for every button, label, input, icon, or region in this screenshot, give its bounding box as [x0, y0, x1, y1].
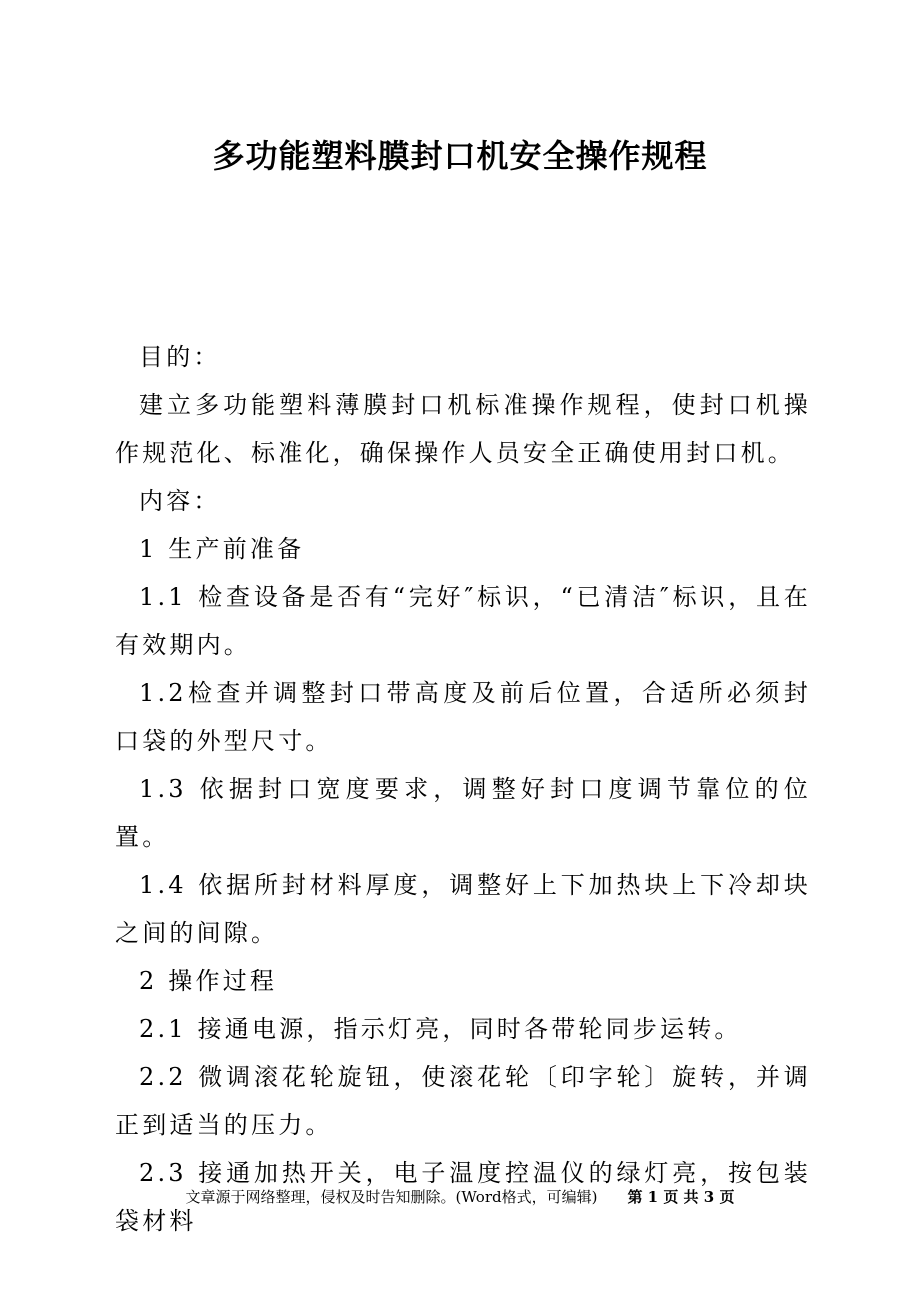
paragraph-1-1: 1.1 检查设备是否有“完好″标识，“已清洁″标识，且在有效期内。 — [115, 583, 811, 659]
paragraph-section-2: 2 操作过程 — [139, 967, 278, 995]
paragraph-purpose-heading: 目的： — [139, 343, 221, 371]
paragraph-purpose-text: 建立多功能塑料薄膜封口机标准操作规程，使封口机操作规范化、标准化，确保操作人员安全正确使用封口机。 — [115, 391, 811, 467]
footer-source-note: 文章源于网络整理，侵权及时告知删除。(Word格式，可编辑) — [185, 1188, 598, 1206]
paragraph-section-1: 1 生产前准备 — [139, 535, 305, 563]
page-footer — [0, 1186, 920, 1208]
paragraph-1-3: 1.3 依据封口宽度要求，调整好封口度调节靠位的位置。 — [115, 775, 811, 851]
paragraph-2-2: 2.2 微调滚花轮旋钮，使滚花轮〔印字轮〕旋转，并调正到适当的压力。 — [115, 1063, 811, 1139]
paragraph-1-4: 1.4 依据所封材料厚度，调整好上下加热块上下冷却块之间的间隙。 — [115, 871, 811, 947]
footer-page-number: 第 1 页 共 3 页 — [627, 1188, 735, 1206]
document-title: 多功能塑料膜封口机安全操作规程 — [212, 137, 708, 175]
paragraph-content-heading: 内容： — [139, 487, 221, 515]
document-body — [115, 333, 811, 1245]
paragraph-2-3: 2.3 接通加热开关，电子温度控温仪的绿灯亮，按包装袋材料 — [115, 1159, 811, 1235]
paragraph-2-1: 2.1 接通电源，指示灯亮，同时各带轮同步运转。 — [139, 1015, 742, 1043]
paragraph-1-2: 1.2检查并调整封口带高度及前后位置，合适所必须封口袋的外型尺寸。 — [115, 679, 811, 755]
